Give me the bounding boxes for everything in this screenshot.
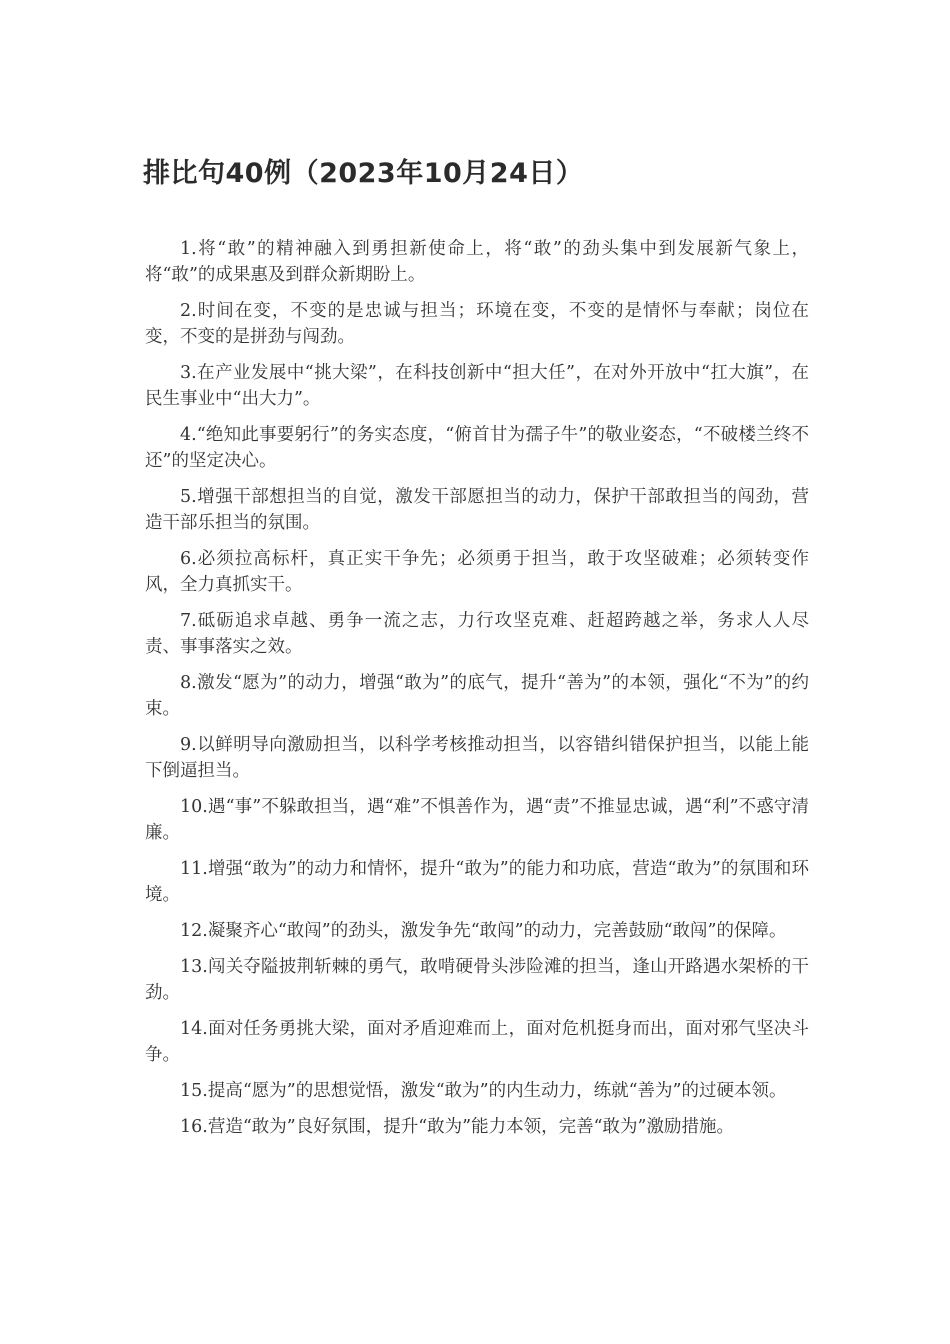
paragraph: 16.营造“敢为”良好氛围，提升“敢为”能力本领，完善“敢为”激励措施。 <box>180 1117 735 1137</box>
paragraph: 12.凝聚齐心“敢闯”的劲头，激发争先“敢闯”的动力，完善鼓励“敢闯”的保障。 <box>180 921 787 941</box>
paragraph: 4.“绝知此事要躬行”的务实态度，“俯首甘为孺子牛”的敬业姿态，“不破楼兰终不还”的坚定决心。 <box>145 425 809 471</box>
paragraph: 13.闯关夺隘披荆斩棘的勇气，敢啃硬骨头涉险滩的担当，逢山开路遇水架桥的干劲。 <box>145 957 809 1003</box>
document-title: 排比句40例（2023年10月24日） <box>143 158 584 189</box>
paragraph: 1.将“敢”的精神融入到勇担新使命上，将“敢”的劲头集中到发展新气象上，将“敢”的成果惠及到群众新期盼上。 <box>145 239 809 285</box>
paragraph: 14.面对任务勇挑大梁，面对矛盾迎难而上，面对危机挺身而出，面对邪气坚决斗争。 <box>145 1019 809 1065</box>
paragraph: 3.在产业发展中“挑大梁”，在科技创新中“担大任”，在对外开放中“扛大旗”，在民生事业中“出大力”。 <box>145 363 809 409</box>
paragraph: 8.激发“愿为”的动力，增强“敢为”的底气，提升“善为”的本领，强化“不为”的约束。 <box>145 673 809 719</box>
paragraph: 11.增强“敢为”的动力和情怀，提升“敢为”的能力和功底，营造“敢为”的氛围和环境。 <box>145 859 809 905</box>
paragraph: 2.时间在变，不变的是忠诚与担当；环境在变，不变的是情怀与奉献；岗位在变，不变的是拼劲与闯劲。 <box>145 301 809 347</box>
paragraph: 7.砥砺追求卓越、勇争一流之志，力行攻坚克难、赶超跨越之举，务求人人尽责、事事落实之效。 <box>145 611 809 657</box>
paragraph: 6.必须拉高标杆，真正实干争先；必须勇于担当，敢于攻坚破难；必须转变作风，全力真抓实干。 <box>145 549 809 595</box>
paragraph: 9.以鲜明导向激励担当，以科学考核推动担当，以容错纠错保护担当，以能上能下倒逼担当。 <box>145 735 809 781</box>
paragraph: 10.遇“事”不躲敢担当，遇“难”不惧善作为，遇“责”不推显忠诚，遇“利”不惑守清廉。 <box>145 797 809 843</box>
paragraph: 5.增强干部想担当的自觉，激发干部愿担当的动力，保护干部敢担当的闯劲，营造干部乐担当的氛围。 <box>145 487 809 533</box>
document-body <box>145 236 809 1150</box>
paragraph: 15.提高“愿为”的思想觉悟，激发“敢为”的内生动力，练就“善为”的过硬本领。 <box>180 1081 787 1101</box>
